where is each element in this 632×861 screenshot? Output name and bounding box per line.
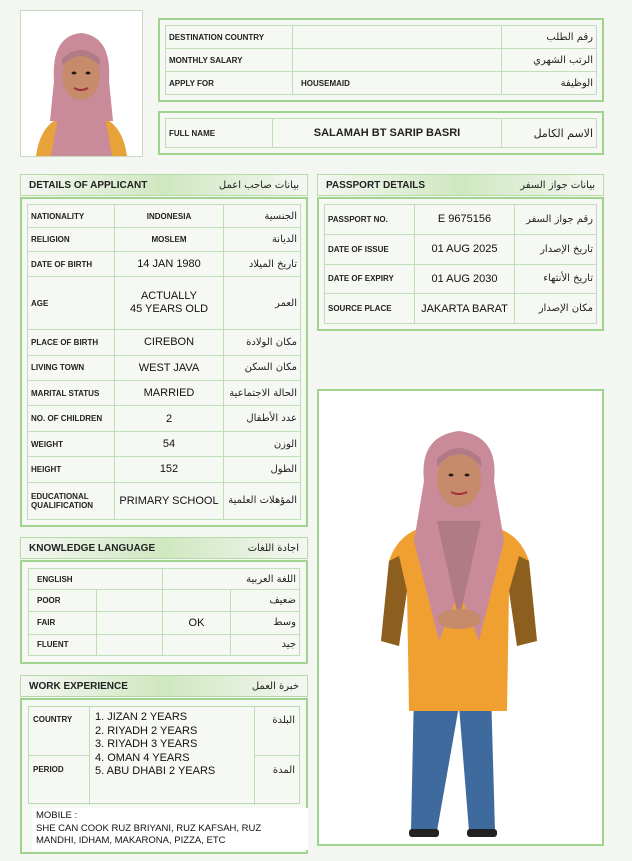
applicant-row bbox=[28, 482, 301, 519]
passport-field-arabic: رقم جواز السفر bbox=[515, 205, 597, 235]
applicant-field-value: 54 bbox=[115, 431, 224, 456]
apply-row bbox=[166, 72, 597, 95]
application-info-box bbox=[158, 18, 604, 102]
full-body-illustration bbox=[319, 391, 602, 844]
applicant-field-arabic: عدد الأطفال bbox=[224, 406, 301, 431]
applicant-header-arabic: بيانات صاحب اعمل bbox=[218, 179, 299, 191]
applicant-field-label: NATIONALITY bbox=[28, 205, 115, 228]
full-name-box bbox=[158, 111, 604, 155]
applicant-row bbox=[28, 381, 301, 406]
apply-label: APPLY FOR bbox=[166, 72, 293, 95]
full-name-table bbox=[165, 118, 597, 148]
english-label: ENGLISH bbox=[29, 569, 163, 590]
applicant-details-table bbox=[27, 204, 301, 520]
applicant-field-label: MARITAL STATUS bbox=[28, 381, 115, 406]
passport-field-value: E 9675156 bbox=[415, 205, 515, 235]
country-label: COUNTRY bbox=[33, 715, 73, 724]
notes-area bbox=[32, 808, 308, 850]
applicant-field-arabic: العمر bbox=[224, 277, 301, 330]
applicant-header-title: DETAILS OF APPLICANT bbox=[29, 179, 148, 191]
period-arabic: المدة bbox=[272, 765, 295, 776]
applicant-field-value: 2 bbox=[115, 406, 224, 431]
language-header-arabic: اجادة اللغات bbox=[247, 542, 299, 554]
mobile-label: MOBILE : bbox=[36, 810, 78, 821]
language-table bbox=[28, 568, 300, 656]
applicant-field-arabic: المؤهلات العلمية bbox=[224, 482, 301, 519]
salary-row bbox=[166, 49, 597, 72]
applicant-row bbox=[28, 457, 301, 482]
applicant-field-value: INDONESIA bbox=[115, 205, 224, 228]
destination-arabic: رقم الطلب bbox=[502, 26, 597, 49]
full-name-value: SALAMAH BT SARIP BASRI bbox=[273, 119, 502, 148]
portrait-photo bbox=[20, 10, 143, 157]
applicant-field-value: ACTUALLY 45 YEARS OLD bbox=[115, 277, 224, 330]
full-name-arabic: الاسم الكامل bbox=[502, 119, 597, 148]
passport-section-header bbox=[317, 174, 604, 196]
applicant-field-label: LIVING TOWN bbox=[28, 355, 115, 380]
applicant-field-arabic: الحالة الاجتماعية bbox=[224, 381, 301, 406]
arabic-level-value: OK bbox=[163, 611, 231, 634]
passport-header-arabic: بيانات جواز السفر bbox=[520, 179, 595, 191]
period-label: PERIOD bbox=[33, 765, 64, 774]
applicant-field-value: CIREBON bbox=[115, 330, 224, 355]
applicant-row bbox=[28, 205, 301, 228]
work-history-list bbox=[95, 711, 255, 779]
applicant-field-arabic: مكان السكن bbox=[224, 355, 301, 380]
applicant-field-label: PLACE OF BIRTH bbox=[28, 330, 115, 355]
arabic-level-value bbox=[163, 634, 231, 655]
country-arabic: البلدة bbox=[272, 715, 295, 726]
language-row bbox=[29, 590, 300, 611]
work-label-column bbox=[29, 707, 90, 805]
applicant-field-arabic: الوزن bbox=[224, 431, 301, 456]
work-row-divider bbox=[29, 755, 89, 756]
passport-field-value: 01 AUG 2030 bbox=[415, 264, 515, 294]
portrait-illustration bbox=[21, 11, 142, 156]
applicant-field-arabic: الطول bbox=[224, 457, 301, 482]
work-history-item: 1. JIZAN 2 YEARS bbox=[95, 711, 188, 723]
passport-details-table bbox=[324, 204, 597, 324]
arabic-language-label: اللغة العربية bbox=[163, 569, 300, 590]
passport-header-title: PASSPORT DETAILS bbox=[326, 179, 426, 191]
passport-field-value: 01 AUG 2025 bbox=[415, 234, 515, 264]
applicant-field-arabic: الديانة bbox=[224, 228, 301, 251]
passport-field-label: PASSPORT NO. bbox=[325, 205, 415, 235]
work-experience-box bbox=[20, 698, 308, 854]
skills-line-2: MANDHI, IDHAM, MAKARONA, PIZZA, ETC bbox=[36, 835, 226, 846]
destination-row bbox=[166, 26, 597, 49]
salary-arabic: الرتب الشهري bbox=[502, 49, 597, 72]
work-grid bbox=[28, 706, 300, 804]
salary-label: MONTHLY SALARY bbox=[166, 49, 293, 72]
english-level-value bbox=[97, 590, 163, 611]
apply-arabic: الوظيفة bbox=[502, 72, 597, 95]
applicant-field-value: MOSLEM bbox=[115, 228, 224, 251]
work-arabic-column bbox=[254, 707, 299, 805]
passport-field-arabic: مكان الإصدار bbox=[515, 294, 597, 324]
applicant-section-header bbox=[20, 174, 308, 196]
work-section-header bbox=[20, 675, 308, 697]
language-level-arabic: وسط bbox=[231, 611, 300, 634]
passport-field-label: SOURCE PLACE bbox=[325, 294, 415, 324]
applicant-field-arabic: مكان الولادة bbox=[224, 330, 301, 355]
passport-field-arabic: تاريخ الأنتهاء bbox=[515, 264, 597, 294]
english-level-value bbox=[97, 611, 163, 634]
language-level-arabic: جيد bbox=[231, 634, 300, 655]
passport-field-label: DATE OF EXPIRY bbox=[325, 264, 415, 294]
applicant-field-arabic: الجنسية bbox=[224, 205, 301, 228]
applicant-field-label: NO. OF CHILDREN bbox=[28, 406, 115, 431]
passport-row bbox=[325, 205, 597, 235]
language-level-label: POOR bbox=[29, 590, 97, 611]
english-level-value bbox=[97, 634, 163, 655]
applicant-field-label: HEIGHT bbox=[28, 457, 115, 482]
language-header-row bbox=[29, 569, 300, 590]
applicant-row bbox=[28, 431, 301, 456]
application-info-table bbox=[165, 25, 597, 95]
passport-field-value: JAKARTA BARAT bbox=[415, 294, 515, 324]
language-level-label: FLUENT bbox=[29, 634, 97, 655]
work-history-item: 4. OMAN 4 YEARS bbox=[95, 751, 190, 764]
applicant-field-label: RELIGION bbox=[28, 228, 115, 251]
full-name-label: FULL NAME bbox=[166, 119, 273, 148]
applicant-row bbox=[28, 330, 301, 355]
arabic-level-value bbox=[163, 590, 231, 611]
applicant-field-value: MARRIED bbox=[115, 381, 224, 406]
language-level-arabic: ضعيف bbox=[231, 590, 300, 611]
language-header-title: KNOWLEDGE LANGUAGE bbox=[29, 542, 156, 554]
applicant-field-label: EDUCATIONAL QUALIFICATION bbox=[28, 482, 115, 519]
salary-value bbox=[293, 49, 502, 72]
work-header-arabic: خبرة العمل bbox=[251, 680, 299, 692]
applicant-details-box bbox=[20, 197, 308, 527]
work-history-item: 5. ABU DHABI 2 YEARS bbox=[95, 765, 216, 777]
applicant-row bbox=[28, 277, 301, 330]
applicant-field-label: DATE OF BIRTH bbox=[28, 251, 115, 276]
applicant-field-label: WEIGHT bbox=[28, 431, 115, 456]
destination-value bbox=[293, 26, 502, 49]
skills-line-1: SHE CAN COOK RUZ BRIYANI, RUZ KAFSAH, RUZ bbox=[36, 822, 262, 834]
language-section-header bbox=[20, 537, 308, 559]
work-header-title: WORK EXPERIENCE bbox=[29, 680, 128, 692]
passport-row bbox=[325, 264, 597, 294]
applicant-row bbox=[28, 406, 301, 431]
passport-details-box bbox=[317, 197, 604, 331]
passport-row bbox=[325, 294, 597, 324]
apply-value: HOUSEMAID bbox=[293, 72, 502, 95]
applicant-field-label: AGE bbox=[28, 277, 115, 330]
language-level-label: FAIR bbox=[29, 611, 97, 634]
work-arabic-divider bbox=[255, 755, 299, 756]
destination-label: DESTINATION COUNTRY bbox=[166, 26, 293, 49]
applicant-field-value: WEST JAVA bbox=[115, 355, 224, 380]
language-row bbox=[29, 611, 300, 634]
passport-field-label: DATE OF ISSUE bbox=[325, 234, 415, 264]
applicant-field-value: 14 JAN 1980 bbox=[115, 251, 224, 276]
work-history-item: 3. RIYADH 3 YEARS bbox=[95, 738, 198, 750]
passport-row bbox=[325, 234, 597, 264]
applicant-row bbox=[28, 251, 301, 276]
work-history-item: 2. RIYADH 2 YEARS bbox=[95, 724, 198, 737]
applicant-row bbox=[28, 355, 301, 380]
full-body-photo-frame bbox=[317, 389, 604, 846]
language-box bbox=[20, 560, 308, 664]
passport-field-arabic: تاريخ الإصدار bbox=[515, 234, 597, 264]
language-row bbox=[29, 634, 300, 655]
applicant-field-arabic: تاريخ الميلاد bbox=[224, 251, 301, 276]
applicant-field-value: PRIMARY SCHOOL bbox=[115, 482, 224, 519]
applicant-row bbox=[28, 228, 301, 251]
applicant-field-value: 152 bbox=[115, 457, 224, 482]
